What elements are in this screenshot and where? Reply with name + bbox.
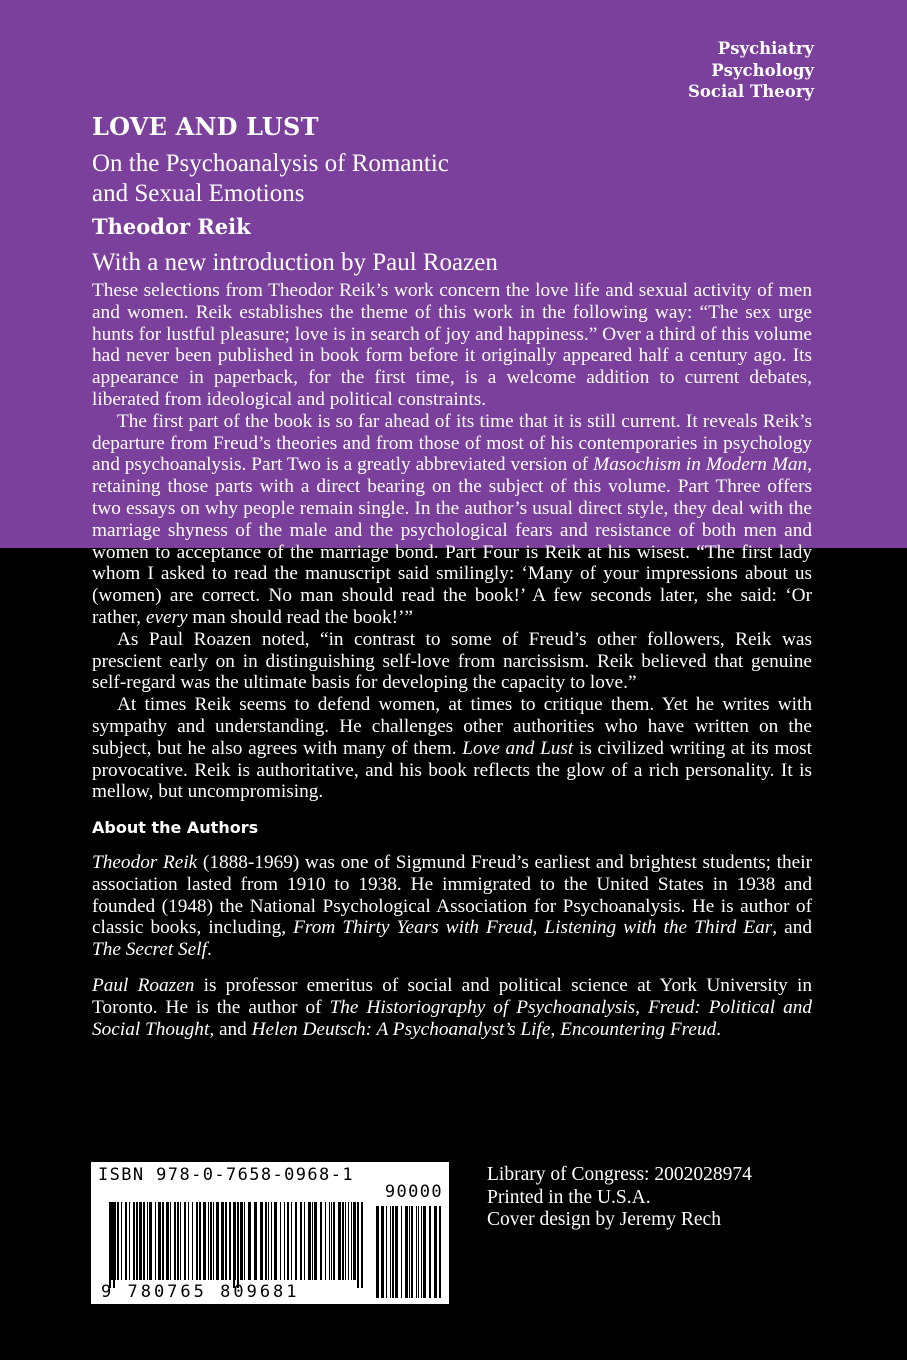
subtitle-line: and Sexual Emotions <box>92 180 305 207</box>
barcode-bar <box>188 1202 189 1280</box>
printed-in: Printed in the U.S.A. <box>487 1186 651 1208</box>
category-label: Psychology <box>711 60 814 80</box>
barcode-bar <box>351 1202 352 1280</box>
barcode-bar <box>210 1202 212 1280</box>
paragraph-text: As Paul Roazen noted, “in contrast to some of Freud’s other followers, Reik was prescient early on in distinguishing self-love from narcissism. Reik believed that genuine self-regard was the ultimate basis for developing the capacity to love.” <box>92 628 812 694</box>
bio-book-title: Helen Deutsch: A Psychoanalyst’s Life <box>251 1018 551 1040</box>
barcode-bar <box>213 1202 214 1280</box>
publisher-info <box>487 1164 752 1232</box>
barcode-bar <box>265 1202 267 1280</box>
separator: . <box>716 1018 722 1040</box>
barcode-bar <box>225 1202 227 1280</box>
barcode-bar <box>423 1206 426 1298</box>
barcode-bar <box>312 1202 313 1280</box>
barcode-bar <box>308 1202 311 1280</box>
barcode-bar <box>338 1202 341 1280</box>
barcode-bar <box>320 1202 322 1280</box>
barcode-bar <box>421 1206 422 1298</box>
barcode-bar <box>439 1206 441 1298</box>
barcode-bar <box>260 1202 263 1280</box>
barcode-bar <box>254 1202 257 1280</box>
barcode-bar <box>244 1202 245 1280</box>
bio-theodor-reik <box>92 852 812 961</box>
library-of-congress: Library of Congress: 2002028974 <box>487 1164 752 1185</box>
barcode-bar <box>177 1202 179 1280</box>
barcode-bar <box>121 1202 122 1280</box>
separator: , and <box>772 917 812 939</box>
barcode-bar <box>395 1206 398 1298</box>
about-authors-heading: About the Authors <box>92 818 259 838</box>
barcode-bar <box>291 1202 292 1280</box>
bio-name: Theodor Reik <box>92 851 198 873</box>
paragraph-text: The first part of the book is so far ahead of its time that it is still current. It reveals Reik’s departure from Freud’s theories and from those of most of his contemporaries in psychology and psychoanalysis. Part Two is a greatly abbreviated version of <box>92 410 812 476</box>
barcode-bar <box>411 1206 413 1298</box>
bio-book-title: Listening with the Third Ear <box>544 917 773 939</box>
barcode-bar <box>268 1202 269 1280</box>
separator: , <box>635 996 648 1018</box>
barcode-bar <box>192 1202 193 1280</box>
barcode-bar <box>166 1202 169 1280</box>
barcode-bar <box>158 1202 161 1280</box>
barcode-bar <box>143 1202 145 1280</box>
isbn-number: ISBN 978-0-7658-0968-1 <box>98 1165 354 1185</box>
barcode-bar <box>248 1202 251 1280</box>
barcode-bar <box>208 1202 209 1280</box>
ean-number: 9 780765 809681 <box>101 1282 300 1302</box>
paragraph-text: man should read the book!’” <box>187 606 413 628</box>
blurb-paragraph-2 <box>92 411 812 629</box>
barcode-guard-bar <box>113 1202 115 1288</box>
book-title-italic: Masochism in Modern Man <box>593 454 808 476</box>
barcode-bar <box>184 1202 186 1280</box>
barcode-bar <box>170 1202 171 1280</box>
barcode-bar <box>280 1202 281 1280</box>
barcode-bar <box>405 1206 408 1298</box>
barcode-bar <box>331 1202 332 1280</box>
barcode-bar <box>304 1202 305 1280</box>
barcode-guard-bar <box>357 1202 359 1288</box>
separator: , and <box>209 1018 252 1040</box>
barcode-bar <box>348 1202 349 1280</box>
barcode-guard-bar <box>237 1202 239 1288</box>
barcode-guard-bar <box>109 1202 111 1288</box>
paragraph-text: At times Reik seems to defend women, at times to critique them. Yet he writes with sympathy and understanding. He challenges other authorities who have written on the subject, but he also agrees with many of them. <box>92 694 812 759</box>
barcode-bar <box>136 1202 138 1280</box>
barcode-bar <box>125 1202 127 1280</box>
barcode-bar <box>390 1206 391 1298</box>
barcode-bar <box>353 1202 356 1280</box>
bio-paul-roazen <box>92 975 812 1040</box>
barcode-bar <box>392 1206 394 1298</box>
bio-book-title: Encountering Freud <box>560 1018 717 1040</box>
barcode-bar <box>295 1202 297 1280</box>
barcode-bar <box>284 1202 285 1280</box>
introduction-credit: With a new introduction by Paul Roazen <box>92 249 498 276</box>
barcode-guard-bar <box>361 1202 363 1288</box>
separator: . <box>206 939 212 961</box>
barcode-bar <box>139 1202 142 1280</box>
emphasis-italic: every <box>145 606 188 628</box>
barcode-bar <box>117 1202 119 1280</box>
separator: , <box>532 917 545 939</box>
barcode-bar <box>174 1202 176 1280</box>
barcode-bar <box>129 1202 130 1280</box>
blurb-paragraph-1 <box>92 280 812 411</box>
barcode-bar <box>409 1206 410 1298</box>
barcode-bar <box>401 1206 402 1298</box>
book-author: Theodor Reik <box>92 214 251 239</box>
barcode-bar <box>111 1202 113 1280</box>
bio-text: is professor emeritus of social and political science at York University in Toronto. He is the author of <box>92 974 812 1018</box>
subject-categories <box>688 38 814 103</box>
barcode-bar <box>434 1206 437 1298</box>
barcode-bar <box>203 1202 206 1280</box>
barcode-bar <box>115 1202 116 1280</box>
barcode-bar <box>429 1206 431 1298</box>
barcode-bar <box>416 1206 417 1298</box>
cover-design-credit: Cover design by Jeremy Rech <box>487 1209 721 1230</box>
barcode-bar <box>133 1202 135 1280</box>
barcode-bar <box>199 1202 201 1280</box>
book-title: LOVE AND LUST <box>92 112 319 141</box>
blurb <box>92 280 812 1040</box>
barcode-bar <box>155 1202 156 1280</box>
book-title-italic: Love and Lust <box>462 737 574 759</box>
bio-text: (1888-1969) was one of Sigmund Freud’s earliest and brightest students; their association lasted from 1910 to 1938. He immigrated to the United States in 1938 and founded (1948) the National Psychological Association for Psychoanalysis. He is author of classic books, including, <box>92 851 812 939</box>
barcode-guard-bar <box>233 1202 235 1288</box>
barcode-bar <box>216 1202 219 1280</box>
barcode-bar <box>300 1202 302 1280</box>
blurb-paragraph-4 <box>92 694 812 803</box>
bio-book-title: Freud: Political and Social Thought <box>92 996 813 1040</box>
bio-name: Paul Roazen <box>92 974 195 996</box>
barcode-bar <box>418 1206 419 1298</box>
barcode-bar <box>229 1202 231 1280</box>
category-label: Social Theory <box>688 82 814 101</box>
barcode-bar <box>342 1202 344 1280</box>
bio-book-title: The Historiography of Psychoanalysis <box>329 996 636 1018</box>
isbn-barcode <box>91 1162 449 1304</box>
barcode-bar <box>287 1202 289 1280</box>
barcode-bar <box>180 1202 181 1280</box>
category-label: Psychiatry <box>717 39 814 58</box>
barcode-bar <box>196 1202 198 1280</box>
barcode-bar <box>147 1202 148 1280</box>
barcode-bar <box>333 1202 335 1280</box>
barcode-bar <box>221 1202 224 1280</box>
barcode-bar <box>271 1202 272 1280</box>
book-subtitle <box>92 149 449 209</box>
paragraph-text: These selections from Theodor Reik’s work concern the love life and sexual activity of men and women. Reik establishes the theme of this work in the following way: “The sex urge hunts for lustful pleasure; love is in search of joy and happiness.” Over a third of this volume had never been published in book form before it originally appeared half a century ago. Its appearance in paperback, for the first time, is a welcome addition to current debates, liberated from ideological and political constraints. <box>92 280 812 410</box>
barcode-bar <box>240 1202 243 1280</box>
barcode-bar <box>274 1202 277 1280</box>
subtitle-line: On the Psychoanalysis of Romantic <box>92 150 449 177</box>
barcode-bar <box>314 1202 317 1280</box>
paragraph-text: is civilized writing at its most provocative. Reik is authoritative, and his book reflects the glow of a rich personality. It is mellow, but uncompromising. <box>92 737 812 803</box>
barcode-bar <box>386 1206 387 1298</box>
bio-book-title: The Secret Self <box>92 939 207 961</box>
barcode-bar <box>345 1202 346 1280</box>
paragraph-text: , retaining those parts with a direct bearing on the subject of this volume. Part Three offers two essays on why people remain single. In the author’s usual direct style, they deal with the marriage shyness of the male and the psychological fears and resistance of both men and women to acceptance of the marriage bond. Part Four is Reik at his wisest. “The first lady whom I asked to read the manuscript said smilingly: ‘Many of your impressions about us (women) are correct. No man should read the book!’ A few seconds later, she said: ‘Or rather, <box>92 454 812 628</box>
barcode-bar <box>329 1202 330 1280</box>
barcode-bar <box>376 1206 379 1298</box>
price-code: 90000 <box>384 1182 443 1202</box>
barcode-bar <box>162 1202 164 1280</box>
bio-book-title: From Thirty Years with Freud <box>293 917 533 939</box>
barcode-bar <box>381 1206 384 1298</box>
barcode-bar <box>149 1202 152 1280</box>
separator: , <box>550 1018 561 1040</box>
barcode-bar <box>325 1202 326 1280</box>
blurb-paragraph-3 <box>92 629 812 694</box>
